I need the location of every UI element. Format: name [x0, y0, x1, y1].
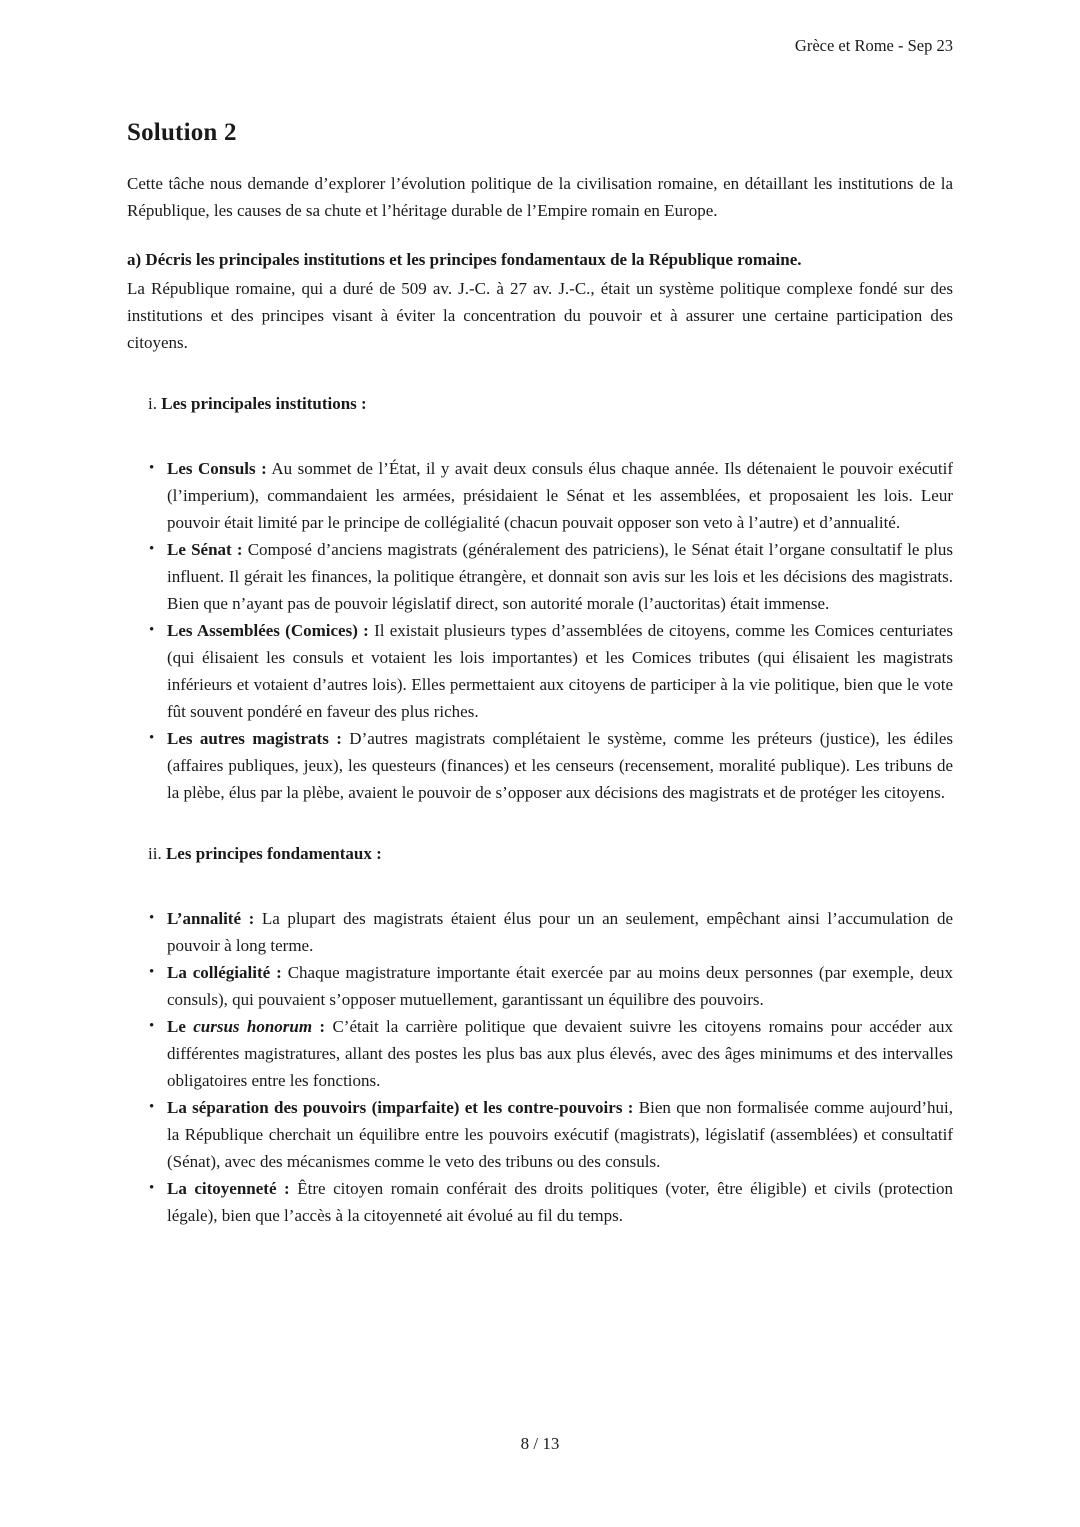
item-text: C’était la carrière politique que devaient suivre les citoyens romains pour accéder aux différentes magistratures, allant des postes les plus bas aux plus élevés, avec des âges minimums et des intervalles obligatoires entre les fonctions.: [167, 1017, 953, 1090]
subsection-i-heading: [148, 390, 953, 417]
list-item: [127, 455, 953, 536]
list-item: [127, 725, 953, 806]
page-header: Grèce et Rome - Sep 23: [794, 36, 953, 55]
subsection-i-marker: i.: [148, 394, 157, 413]
subsection-ii-heading: [148, 840, 953, 867]
list-item: [127, 1013, 953, 1094]
item-text: Chaque magistrature importante était exercée par au moins deux personnes (par exemple, deux consuls), qui pouvaient s’opposer mutuellement, garantissant un équilibre des pouvoirs.: [167, 963, 954, 1009]
document-title: Solution 2: [127, 119, 237, 146]
item-term: Le cursus honorum :: [167, 1017, 326, 1036]
item-term: L’annalité :: [167, 909, 255, 928]
item-text: Être citoyen romain conférait des droits politiques (voter, être éligible) et civils (protection légale), bien que l’accès à la citoyenneté ait évolué au fil du temps.: [167, 1179, 954, 1225]
list-item: [127, 905, 953, 959]
item-term: Les autres magistrats :: [167, 729, 342, 748]
principles-list: [127, 905, 953, 1229]
list-item: [127, 1094, 953, 1175]
page-number: 8 / 13: [520, 1434, 560, 1453]
item-term: Le Sénat :: [167, 540, 243, 559]
subsection-i-title: Les principales institutions :: [161, 394, 367, 413]
section-a-heading: a) Décris les principales institutions et les principes fondamentaux de la République romaine.: [127, 250, 802, 269]
item-text: Bien que non formalisée comme aujourd’hui, la République cherchait un équilibre entre les pouvoirs exécutif (magistrats), législatif (assemblées) et consultatif (Sénat), avec des mécanismes comme le veto des tribuns ou des consuls.: [167, 1098, 954, 1171]
item-term: La séparation des pouvoirs (imparfaite) et les contre-pouvoirs :: [167, 1098, 634, 1117]
item-term: La citoyenneté :: [167, 1179, 290, 1198]
section-a-lead: La République romaine, qui a duré de 509 av. J.-C. à 27 av. J.-C., était un système politique complexe fondé sur des institutions et des principes visant à éviter la concentration du pouvoir et à assurer une certaine participation des citoyens.: [127, 279, 953, 352]
list-item: [127, 959, 953, 1013]
item-text: Il existait plusieurs types d’assemblées de citoyens, comme les Comices centuriates (qui élisaient les consuls et votaient les lois importantes) et les Comices tributes (qui élisaient les magistrats inférieurs et votaient d’autres lois). Elles permettaient aux citoyens de participer à la vie politique, bien que le vote fût souvent pondéré en faveur des plus riches.: [167, 621, 954, 721]
item-text: Au sommet de l’État, il y avait deux consuls élus chaque année. Ils détenaient le pouvoir exécutif (l’imperium), commandaient les armées, présidaient le Sénat et les assemblées, et proposaient les lois. Leur pouvoir était limité par le principe de collégialité (chacun pouvait opposer son veto à l’autre) et d’annualité.: [167, 459, 953, 532]
institutions-list: [127, 455, 953, 806]
list-item: [127, 617, 953, 725]
item-text: La plupart des magistrats étaient élus pour un an seulement, empêchant ainsi l’accumulation de pouvoir à long terme.: [167, 909, 953, 955]
item-term: La collégialité :: [167, 963, 282, 982]
subsection-ii-title: Les principes fondamentaux :: [165, 844, 382, 863]
item-term: Les Assemblées (Comices) :: [167, 621, 369, 640]
item-term: Les Consuls :: [167, 459, 267, 478]
subsection-ii-marker: ii.: [148, 844, 162, 863]
intro-paragraph: Cette tâche nous demande d’explorer l’évolution politique de la civilisation romaine, en détaillant les institutions de la République, les causes de sa chute et l’héritage durable de l’Empire romain en Europe.: [127, 174, 953, 220]
page-content: [127, 0, 953, 1229]
list-item: [127, 1175, 953, 1229]
item-text: D’autres magistrats complétaient le système, comme les préteurs (justice), les édiles (affaires publiques, jeux), les questeurs (finances) et les censeurs (recensement, moralité publique). Les tribuns de la plèbe, élus par la plèbe, avaient le pouvoir de s’opposer aux décisions des magistrats et de protéger les citoyens.: [167, 729, 953, 802]
item-text: Composé d’anciens magistrats (généralement des patriciens), le Sénat était l’organe consultatif le plus influent. Il gérait les finances, la politique étrangère, et donnait son avis sur les lois et les décisions des magistrats. Bien que n’ayant pas de pouvoir législatif direct, son autorité morale (l’auctoritas) était immense.: [167, 540, 953, 613]
list-item: [127, 536, 953, 617]
